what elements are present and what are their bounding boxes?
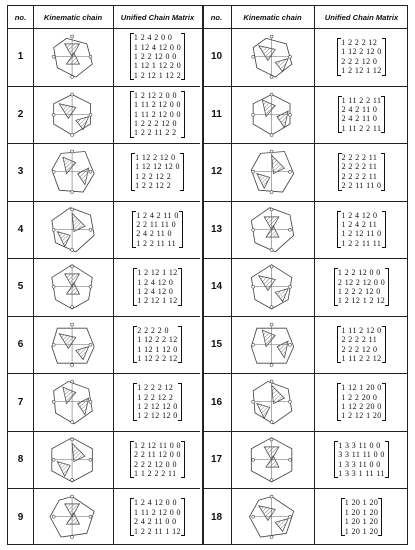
matrix-row: 1 11 2 12 0 0 xyxy=(134,109,181,119)
matrix-row: 1 12 2 12 0 xyxy=(341,47,382,57)
matrix-row: 1 11 2 2 11 xyxy=(341,123,382,133)
unified-chain-matrix xyxy=(113,28,202,86)
matrix-row: 1 2 4 2 11 0 xyxy=(136,210,179,220)
matrix-row: 1 2 4 12 0 xyxy=(341,210,378,220)
matrix-row: 1 2 2 11 11 xyxy=(136,238,177,248)
matrix-row: 1 11 2 12 0 0 xyxy=(134,507,181,517)
unified-chain-matrix xyxy=(113,143,202,201)
unified-chain-matrix xyxy=(113,258,202,316)
kinematic-chain-13-diagram xyxy=(237,204,308,256)
matrix-row: 1 2 2 2 12 0 xyxy=(134,119,177,129)
kinematic-chain-14-diagram xyxy=(237,261,308,313)
matrix-row: 1 3 3 11 0 0 xyxy=(338,459,381,469)
matrix-brackets xyxy=(130,91,185,138)
matrix-row: 2 2 2 2 11 xyxy=(341,335,378,345)
matrix-row: 1 2 12 1 12 xyxy=(341,66,382,76)
unified-chain-matrix xyxy=(314,316,409,374)
row-number: 16 xyxy=(210,396,223,408)
matrix-row: 1 2 12 12 0 xyxy=(137,411,178,421)
unified-chain-matrix xyxy=(314,431,409,489)
matrix-brackets xyxy=(337,38,385,76)
matrix-row: 1 2 12 1 12 xyxy=(137,296,178,306)
matrix-row: 1 2 2 11 11 xyxy=(341,238,382,248)
header-unified-chain-matrix: Unified Chain Matrix xyxy=(120,12,195,22)
matrix-row: 1 12 2 2 12 xyxy=(137,335,178,345)
matrix-row: 1 2 12 1 20 xyxy=(341,411,382,421)
matrix-row: 1 11 2 2 11 xyxy=(341,95,382,105)
kinematic-chain-11-diagram xyxy=(237,89,308,141)
matrix-row: 1 12 1 20 0 xyxy=(341,383,382,393)
row-number: 18 xyxy=(210,511,223,523)
unified-chain-matrix xyxy=(314,86,409,144)
kinematic-chain-1-diagram xyxy=(39,31,107,83)
matrix-brackets xyxy=(337,326,385,364)
unified-chain-matrix xyxy=(314,28,409,86)
unified-chain-matrix xyxy=(314,258,409,316)
matrix-row: 1 2 4 12 0 0 xyxy=(134,498,177,508)
row-number: 1 xyxy=(17,51,24,63)
kinematic-chain-17-diagram xyxy=(237,434,308,486)
header-kinematic-chain-right: Kinematic chain xyxy=(243,12,302,22)
matrix-row: 1 12 2 20 0 xyxy=(341,402,382,412)
matrix-row: 1 2 4 12 0 xyxy=(137,277,174,287)
row-number: 5 xyxy=(17,281,24,293)
kinematic-chain-8-diagram xyxy=(39,434,107,486)
matrix-row: 2 2 2 2 0 xyxy=(137,325,169,335)
matrix-row: 1 20 1 20 xyxy=(344,498,379,508)
matrix-row: 1 12 1 12 0 xyxy=(137,344,178,354)
matrix-row: 1 2 2 12 2 xyxy=(135,171,172,181)
matrix-row: 1 2 12 11 0 xyxy=(341,229,382,239)
matrix-row: 2 2 11 11 0 xyxy=(341,181,382,191)
matrix-row: 2 2 2 2 11 xyxy=(341,153,378,163)
row-number: 2 xyxy=(17,108,24,120)
matrix-brackets xyxy=(338,96,386,134)
row-number: 8 xyxy=(17,454,24,466)
unified-chain-matrix xyxy=(113,431,202,489)
header-kinematic-chain: Kinematic chain xyxy=(43,12,103,22)
matrix-brackets xyxy=(130,33,185,80)
matrix-row: 1 2 12 1 12 2 xyxy=(133,70,182,80)
matrix-brackets xyxy=(338,153,386,191)
matrix-row: 1 2 12 1 12 xyxy=(137,268,178,278)
matrix-row: 1 20 1 20 xyxy=(344,517,379,527)
matrix-row: 1 2 12 12 0 xyxy=(137,402,178,412)
matrix-brackets xyxy=(337,383,385,421)
unified-chain-matrix xyxy=(314,488,409,546)
matrix-row: 1 2 2 20 0 xyxy=(341,392,378,402)
row-number: 4 xyxy=(17,223,24,235)
unified-chain-matrix xyxy=(314,201,409,259)
kinematic-chain-6-diagram xyxy=(39,319,107,371)
unified-chain-matrix xyxy=(314,143,409,201)
kinematic-chain-2-diagram xyxy=(39,89,107,141)
matrix-brackets xyxy=(334,268,389,306)
matrix-brackets xyxy=(130,498,185,536)
matrix-row: 1 12 2 2 12 xyxy=(137,353,178,363)
row-number: 17 xyxy=(210,454,223,466)
matrix-row: 1 11 2 2 12 xyxy=(341,353,382,363)
header-unified-chain-matrix-right: Unified Chain Matrix xyxy=(324,12,399,22)
matrix-row: 2 2 2 12 0 xyxy=(341,56,378,66)
matrix-row: 2 2 2 2 11 xyxy=(341,162,378,172)
matrix-row: 1 2 2 12 0 0 xyxy=(133,52,177,62)
matrix-row: 1 2 2 12 2 xyxy=(137,392,174,402)
matrix-row: 1 2 2 12 0 0 xyxy=(337,268,381,278)
header-no: no. xyxy=(14,12,27,22)
row-number: 10 xyxy=(210,51,223,63)
matrix-row: 1 12 12 12 0 xyxy=(135,162,180,172)
row-number: 3 xyxy=(17,166,24,178)
matrix-row: 1 2 12 11 0 0 xyxy=(134,440,181,450)
matrix-row: 1 11 2 12 0 0 xyxy=(134,100,181,110)
matrix-row: 1 20 1 20 xyxy=(344,507,379,517)
matrix-row: 2 2 2 12 0 0 xyxy=(134,459,177,469)
matrix-row: 2 12 2 12 0 0 xyxy=(337,277,386,287)
row-number: 11 xyxy=(211,108,222,120)
unified-chain-matrix xyxy=(113,488,202,546)
kinematic-chain-12-diagram xyxy=(237,146,308,198)
column-divider xyxy=(33,6,34,544)
row-number: 6 xyxy=(17,339,24,351)
matrix-brackets xyxy=(341,498,383,536)
matrix-row: 2 2 11 12 0 0 xyxy=(134,450,181,460)
kinematic-chain-3-diagram xyxy=(39,146,107,198)
row-number: 7 xyxy=(17,396,24,408)
matrix-row: 1 2 2 12 2 xyxy=(135,181,172,191)
row-number: 9 xyxy=(17,511,24,523)
matrix-brackets xyxy=(133,268,181,306)
matrix-row: 1 20 1 20 xyxy=(344,526,379,536)
matrix-row: 1 2 2 2 12 0 xyxy=(337,286,381,296)
matrix-brackets xyxy=(130,441,185,479)
kinematic-chain-16-diagram xyxy=(237,376,308,428)
kinematic-chain-4-diagram xyxy=(39,204,107,256)
matrix-brackets xyxy=(131,153,184,191)
matrix-row: 1 2 2 11 2 2 xyxy=(134,128,177,138)
unified-chain-matrix xyxy=(113,86,202,144)
matrix-row: 1 3 3 1 11 11 xyxy=(338,469,385,479)
kinematic-chain-7-diagram xyxy=(39,376,107,428)
unified-chain-matrix xyxy=(314,373,409,431)
matrix-row: 2 2 2 2 11 xyxy=(341,171,378,181)
unified-chain-matrix xyxy=(113,373,202,431)
matrix-row: 1 1 2 2 2 11 xyxy=(134,469,177,479)
kinematic-chain-15-diagram xyxy=(237,319,308,371)
matrix-row: 1 2 2 2 12 xyxy=(137,383,174,393)
matrix-row: 1 2 4 12 0 xyxy=(137,286,174,296)
kinematic-chain-10-diagram xyxy=(237,31,308,83)
results-table xyxy=(7,5,408,545)
matrix-row: 1 12 4 12 0 0 xyxy=(133,42,182,52)
matrix-row: 3 3 11 11 0 0 xyxy=(338,450,385,460)
unified-chain-matrix xyxy=(113,316,202,374)
column-divider xyxy=(231,6,232,544)
matrix-row: 1 2 4 2 11 xyxy=(341,220,378,229)
row-number: 14 xyxy=(210,281,223,293)
matrix-row: 1 2 4 2 0 0 xyxy=(133,33,173,43)
matrix-brackets xyxy=(132,211,183,249)
matrix-row: 2 2 2 12 0 xyxy=(341,344,378,354)
matrix-row: 1 11 2 12 0 xyxy=(341,325,382,335)
matrix-row: 2 4 2 11 0 xyxy=(341,104,378,114)
matrix-row: 2 4 2 11 0 0 xyxy=(134,517,177,527)
matrix-row: 1 2 2 2 12 xyxy=(341,37,378,47)
matrix-brackets xyxy=(337,211,385,249)
matrix-brackets xyxy=(133,326,181,364)
matrix-row: 1 2 12 2 0 0 xyxy=(134,90,177,100)
matrix-row: 2 2 11 11 0 xyxy=(136,220,177,229)
matrix-brackets xyxy=(334,441,389,479)
matrix-row: 2 4 2 11 0 xyxy=(341,114,378,124)
unified-chain-matrix xyxy=(113,201,202,259)
kinematic-chain-18-diagram xyxy=(237,491,308,543)
matrix-row: 1 2 2 11 1 12 xyxy=(134,526,181,536)
row-number: 13 xyxy=(210,223,223,235)
row-number: 12 xyxy=(210,166,223,178)
kinematic-chain-5-diagram xyxy=(39,261,107,313)
matrix-row: 1 12 2 12 0 xyxy=(135,153,176,163)
header-no-right: no. xyxy=(210,12,223,22)
row-number: 15 xyxy=(210,339,223,351)
matrix-row: 1 2 12 1 2 12 xyxy=(337,296,386,306)
matrix-brackets xyxy=(133,383,181,421)
matrix-row: 1 3 3 11 0 0 xyxy=(338,440,381,450)
kinematic-chain-9-diagram xyxy=(39,491,107,543)
matrix-row: 2 4 2 11 0 xyxy=(136,229,172,239)
matrix-row: 1 12 1 12 2 0 xyxy=(133,61,182,71)
